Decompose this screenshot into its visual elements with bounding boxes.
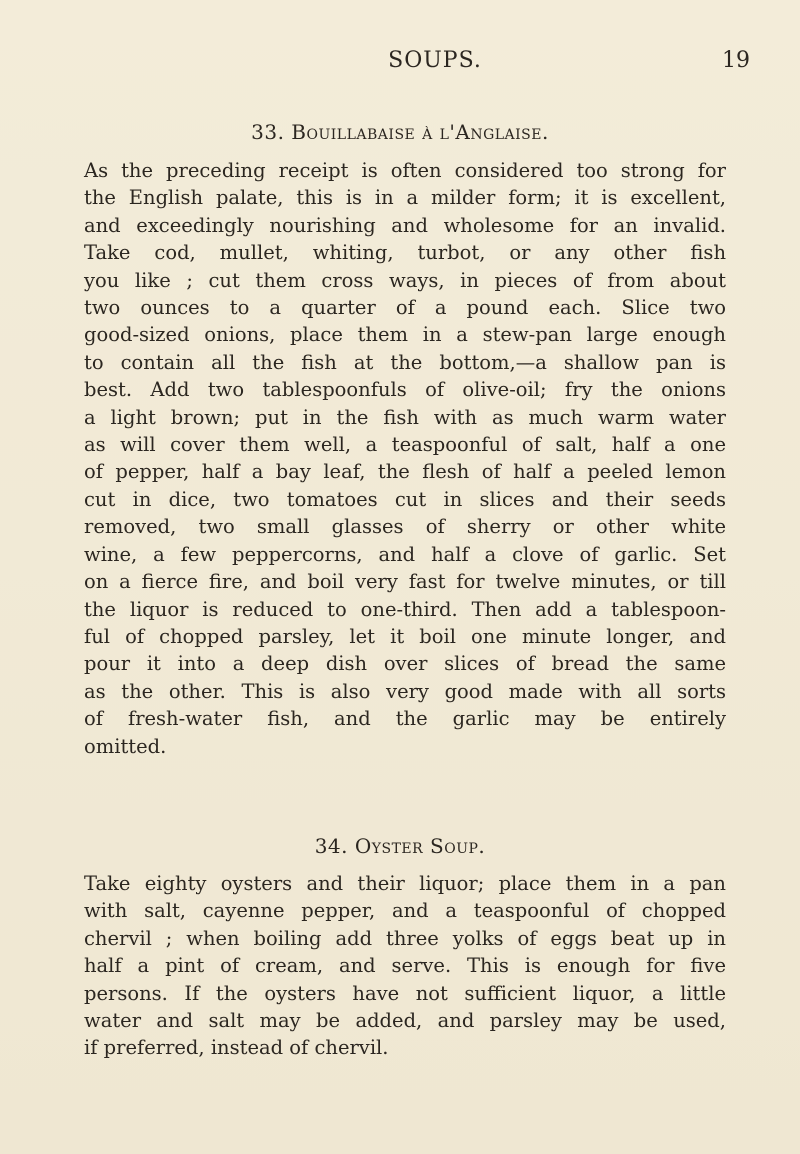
text-line: good-sized onions, place them in a stew-pan large enough xyxy=(84,323,726,347)
text-line: pour it into a deep dish over slices of bread the same xyxy=(84,652,726,676)
text-line: of fresh-water fish, and the garlic may be entirely xyxy=(84,707,726,731)
text-line: with salt, cayenne pepper, and a teaspoonful of chopped xyxy=(84,899,726,923)
text-line: on a fierce fire, and boil very fast for twelve minutes, or till xyxy=(84,570,726,594)
recipe-33-body xyxy=(84,157,726,760)
text-line: a light brown; put in the fish with as much warm water xyxy=(84,405,726,429)
text-line: wine, a few peppercorns, and half a clove of garlic. Set xyxy=(84,542,726,566)
text-line: persons. If the oysters have not sufficient liquor, a little xyxy=(84,981,726,1005)
text-line: ful of chopped parsley, let it boil one minute longer, and xyxy=(84,624,726,648)
text-line: to contain all the fish at the bottom,—a shallow pan is xyxy=(84,350,726,374)
text-line: removed, two small glasses of sherry or other white xyxy=(84,515,726,539)
running-head xyxy=(120,48,750,82)
recipe-34-heading xyxy=(0,834,800,858)
text-line: best. Add two tablespoonfuls of olive-oil; fry the onions xyxy=(84,378,726,402)
text-line: chervil ; when boiling add three yolks of eggs beat up in xyxy=(84,926,726,950)
text-line: and exceedingly nourishing and wholesome for an invalid. xyxy=(84,213,726,237)
text-line: as the other. This is also very good made with all sorts xyxy=(84,679,726,703)
text-line: half a pint of cream, and serve. This is enough for five xyxy=(84,954,726,978)
page-number: 19 xyxy=(722,48,750,73)
text-line: the liquor is reduced to one-third. Then add a tablespoon- xyxy=(84,597,726,621)
text-line: as will cover them well, a teaspoonful of salt, half a one xyxy=(84,433,726,457)
text-line: of pepper, half a bay leaf, the flesh of half a peeled lemon xyxy=(84,460,726,484)
text-line: water and salt may be added, and parsley may be used, xyxy=(84,1009,726,1033)
recipe-33-heading xyxy=(0,120,800,144)
text-line: As the preceding receipt is often considered too strong for xyxy=(84,159,726,182)
running-title: SOUPS. xyxy=(388,48,482,73)
text-line: cut in dice, two tomatoes cut in slices and their seeds xyxy=(84,487,726,511)
recipe-34-title: 34. Oyster Soup. xyxy=(314,834,486,858)
text-line: if preferred, instead of chervil. xyxy=(84,1036,389,1060)
recipe-33-title: 33. Bouillabaise à l'Anglaise. xyxy=(251,120,549,144)
text-line: you like ; cut them cross ways, in pieces of from about xyxy=(84,268,726,292)
text-line: Take cod, mullet, whiting, turbot, or any other fish xyxy=(84,241,726,265)
recipe-34-body xyxy=(84,870,726,1062)
text-line: omitted. xyxy=(84,734,167,758)
text-line: two ounces to a quarter of a pound each. Slice two xyxy=(84,296,726,320)
text-line: Take eighty oysters and their liquor; place them in a pan xyxy=(84,872,726,895)
text-line: the English palate, this is in a milder form; it is excellent, xyxy=(84,186,726,210)
